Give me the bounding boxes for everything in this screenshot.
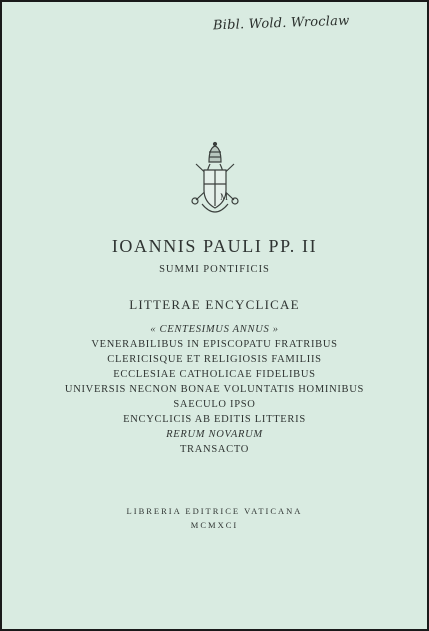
page-title: IOANNIS PAULI PP. II (111, 236, 318, 256)
dedication-line: UNIVERSIS NECNON BONAE VOLUNTATIS HOMINIBUS (64, 384, 365, 395)
handwritten-signature: Bibl. Wold. Wroclaw (212, 13, 350, 34)
dedication-line: ECCLESIAE CATHOLICAE FIDELIBUS (113, 369, 316, 380)
dedication-line: RERUM NOVARUM (166, 429, 263, 440)
dedication-line: CLERICISQUE ET RELIGIOSIS FAMILIIS (107, 354, 322, 365)
section-heading: LITTERAE ENCYCLICAE (129, 297, 300, 312)
encyclical-title: « CENTESIMUS ANNUS » (150, 324, 279, 335)
dedication-line: ENCYCLICIS AB EDITIS LITTERIS (123, 414, 306, 425)
publication-year: MCMXCI (190, 520, 239, 530)
dedication-lines (2, 322, 427, 457)
publisher: LIBRERIA EDITRICE VATICANA (126, 506, 303, 516)
svg-text:M: M (220, 192, 229, 202)
dedication-line: TRANSACTO (179, 444, 250, 455)
dedication-line: VENERABILIBUS IN EPISCOPATU FRATRIBUS (91, 339, 338, 350)
papal-coat-of-arms-icon (188, 140, 242, 222)
subtitle: SUMMI PONTIFICIS (159, 264, 270, 275)
dedication-line: SAECULO IPSO (173, 399, 256, 410)
book-cover (2, 2, 427, 629)
